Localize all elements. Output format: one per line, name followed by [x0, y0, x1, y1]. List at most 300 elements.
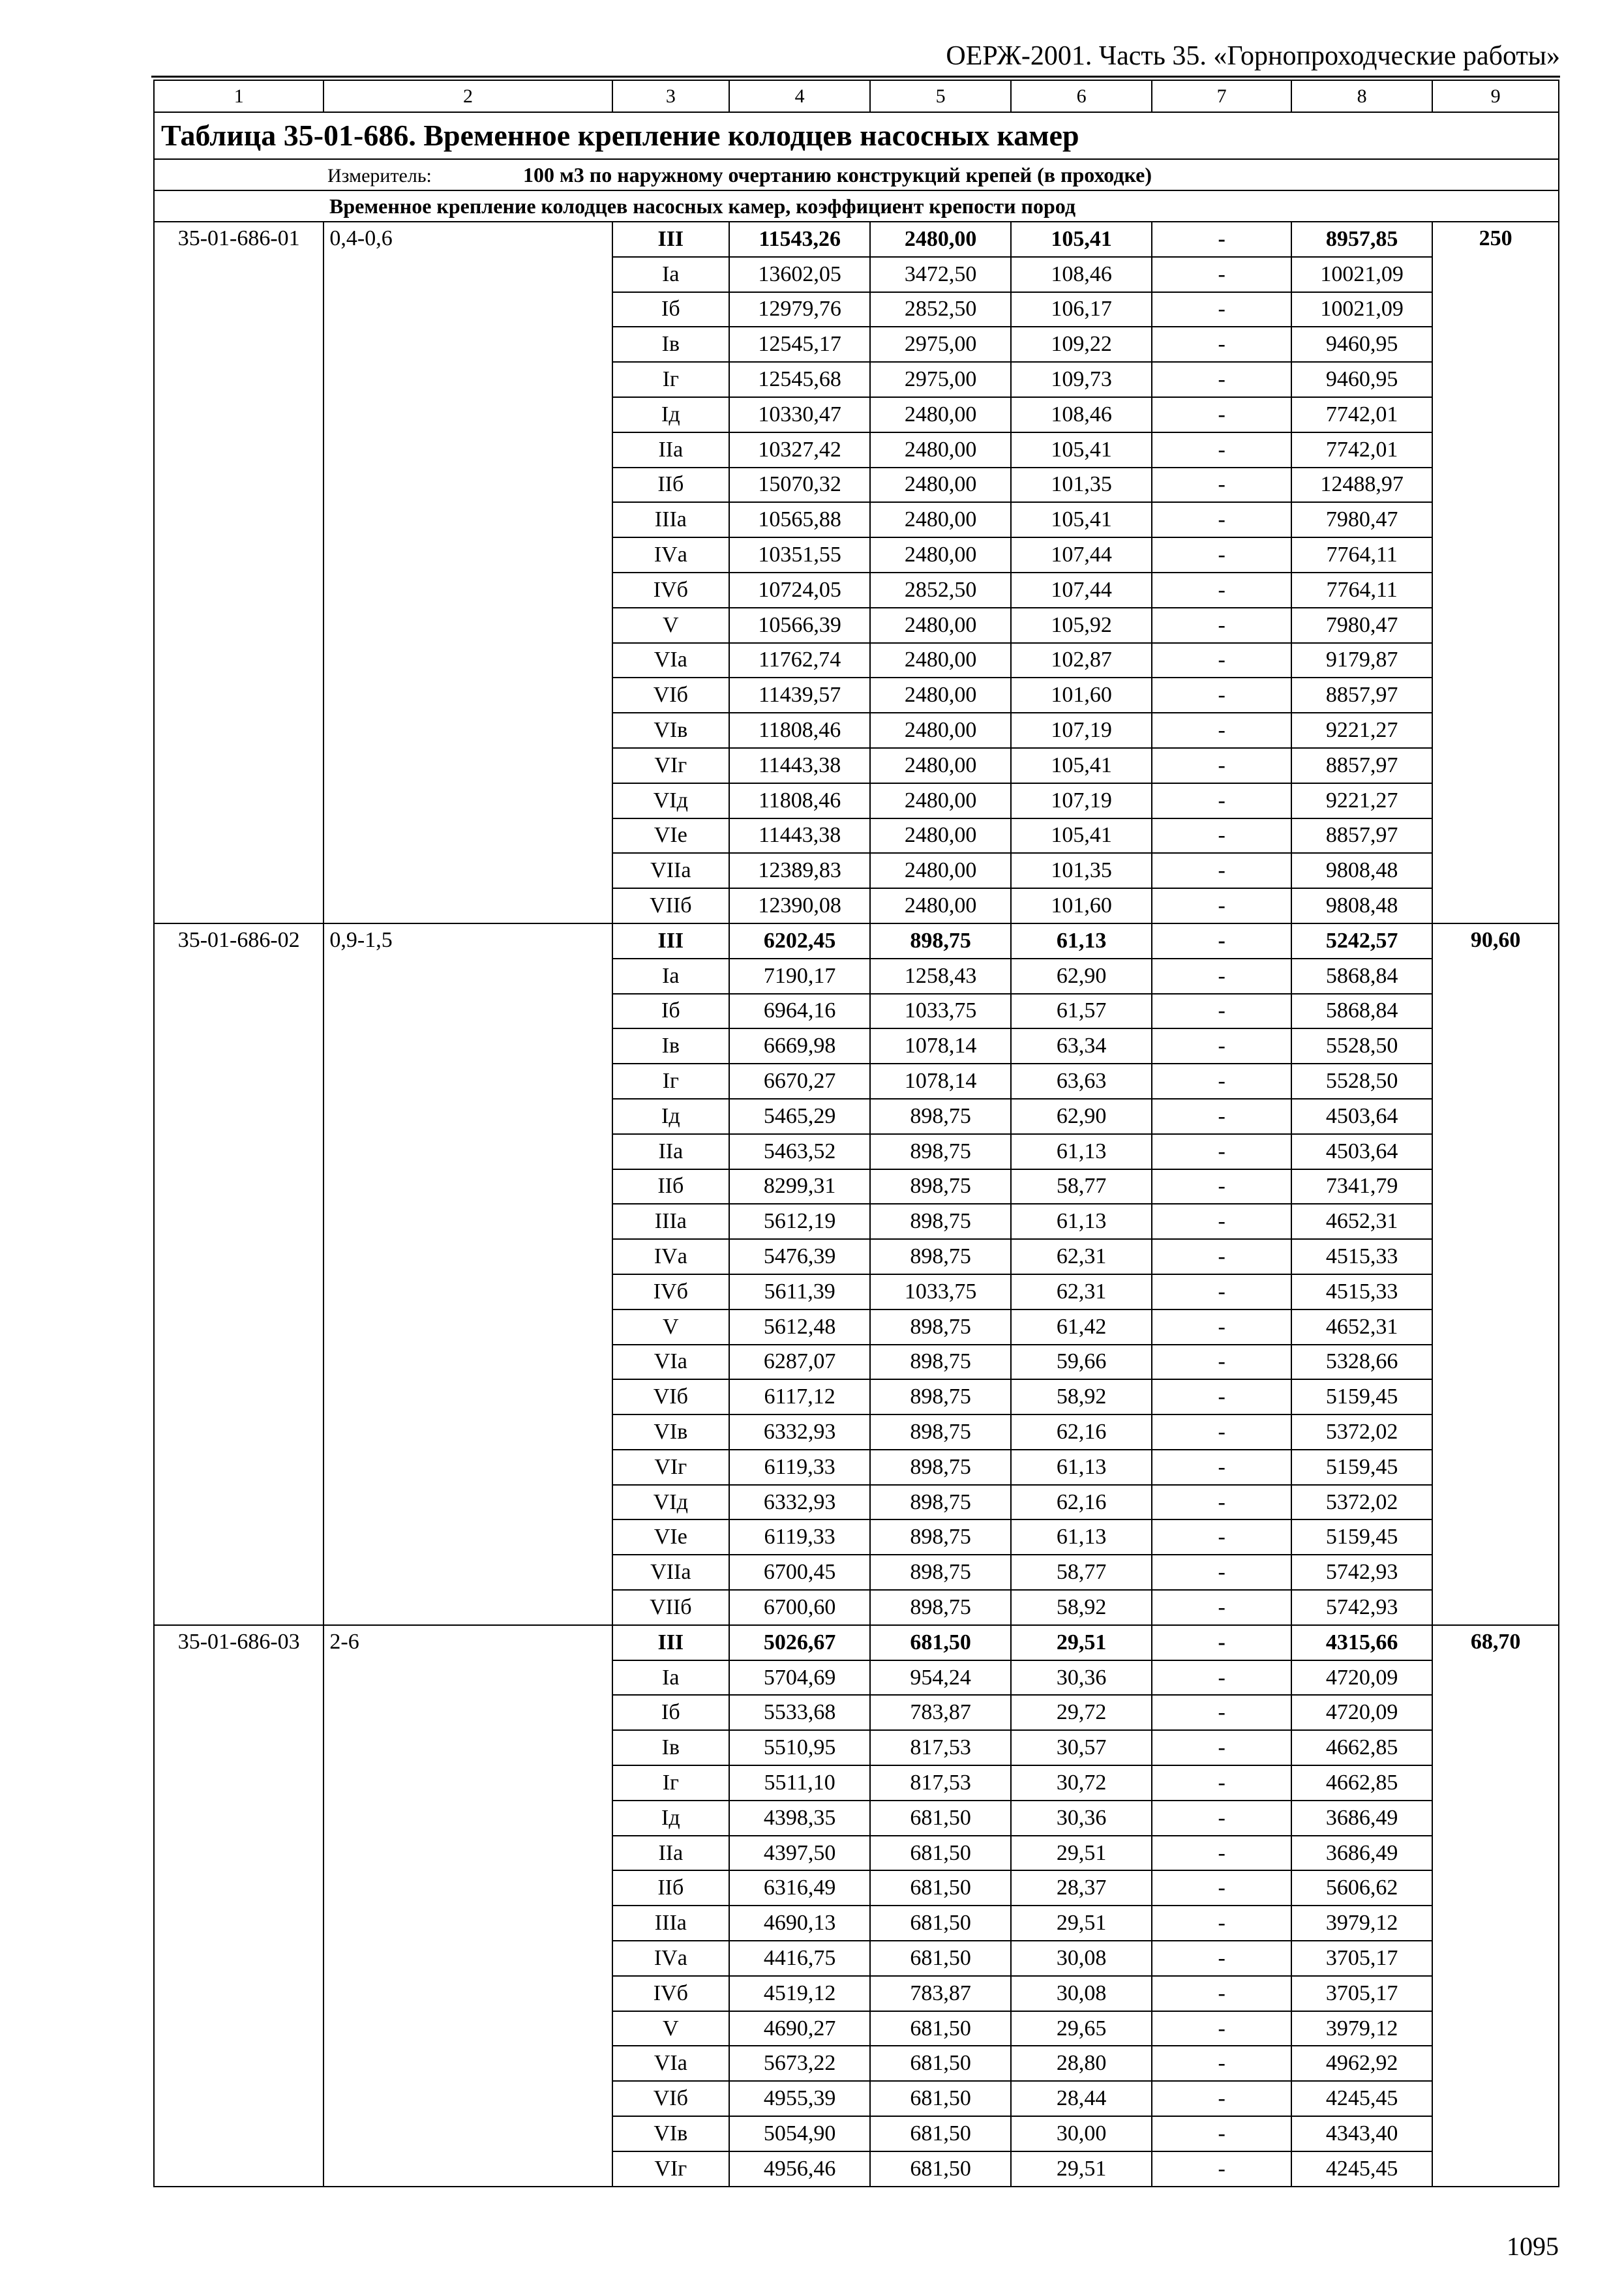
machines-cell: 105,41	[1011, 502, 1152, 537]
wages-cell: 1078,14	[870, 1064, 1011, 1099]
total-cost-cell: 5533,68	[729, 1695, 870, 1730]
total-cost-cell: 10327,42	[729, 432, 870, 468]
materials-cell: 4652,31	[1291, 1309, 1432, 1345]
total-cost-cell: 10565,88	[729, 502, 870, 537]
total-cost-cell: 12545,17	[729, 327, 870, 362]
total-cost-cell: 5476,39	[729, 1239, 870, 1274]
machinist-wages-cell: -	[1152, 222, 1291, 257]
machinist-wages-cell: -	[1152, 292, 1291, 327]
machinist-wages-cell: -	[1152, 713, 1291, 748]
rock-class-cell: Iб	[612, 994, 730, 1029]
materials-cell: 7742,01	[1291, 397, 1432, 432]
total-cost-cell: 12979,76	[729, 292, 870, 327]
rock-class-cell: VIIб	[612, 888, 730, 923]
machinist-wages-cell: -	[1152, 853, 1291, 888]
machinist-wages-cell: -	[1152, 1379, 1291, 1414]
wages-cell: 954,24	[870, 1660, 1011, 1696]
rock-class-cell: IIб	[612, 1169, 730, 1204]
machines-cell: 29,51	[1011, 1906, 1152, 1941]
materials-cell: 3979,12	[1291, 1906, 1432, 1941]
wages-cell: 2480,00	[870, 397, 1011, 432]
machines-cell: 61,42	[1011, 1309, 1152, 1345]
total-cost-cell: 6119,33	[729, 1519, 870, 1555]
running-header: ОЕРЖ-2001. Часть 35. «Горнопроходческие работы»	[946, 41, 1560, 71]
rock-class-cell: VIIб	[612, 1590, 730, 1625]
labor-rate-cell: 250	[1432, 222, 1559, 923]
total-cost-cell: 13602,05	[729, 257, 870, 292]
materials-cell: 7980,47	[1291, 608, 1432, 643]
rock-class-cell: VIб	[612, 2081, 730, 2116]
meter-cell	[154, 159, 1559, 190]
machines-cell: 101,35	[1011, 468, 1152, 503]
total-cost-cell: 6287,07	[729, 1345, 870, 1380]
machinist-wages-cell: -	[1152, 1555, 1291, 1590]
machines-cell: 30,36	[1011, 1801, 1152, 1836]
materials-cell: 3979,12	[1291, 2011, 1432, 2046]
machines-cell: 28,37	[1011, 1870, 1152, 1906]
machinist-wages-cell: -	[1152, 2116, 1291, 2151]
machines-cell: 30,08	[1011, 1941, 1152, 1976]
machinist-wages-cell: -	[1152, 1870, 1291, 1906]
total-cost-cell: 5463,52	[729, 1134, 870, 1169]
wages-cell: 2480,00	[870, 713, 1011, 748]
total-cost-cell: 5704,69	[729, 1660, 870, 1696]
machinist-wages-cell: -	[1152, 1204, 1291, 1239]
rock-class-cell: Iа	[612, 959, 730, 994]
rock-class-cell: IIб	[612, 1870, 730, 1906]
wages-cell: 2480,00	[870, 818, 1011, 854]
table-row	[154, 222, 1559, 257]
machines-cell: 61,13	[1011, 1134, 1152, 1169]
total-cost-cell: 5612,19	[729, 1204, 870, 1239]
materials-cell: 9221,27	[1291, 713, 1432, 748]
machinist-wages-cell: -	[1152, 1274, 1291, 1309]
total-cost-cell: 6669,98	[729, 1028, 870, 1064]
item-code-cell: 35-01-686-01	[154, 222, 323, 923]
rock-class-cell: Iв	[612, 1730, 730, 1765]
total-cost-cell: 6700,45	[729, 1555, 870, 1590]
wages-cell: 2852,50	[870, 292, 1011, 327]
machines-cell: 107,44	[1011, 537, 1152, 573]
rock-class-cell: IIIа	[612, 1204, 730, 1239]
rock-class-cell: IIIа	[612, 1906, 730, 1941]
machines-cell: 105,41	[1011, 748, 1152, 783]
machinist-wages-cell: -	[1152, 1450, 1291, 1485]
wages-cell: 681,50	[870, 2116, 1011, 2151]
machinist-wages-cell: -	[1152, 327, 1291, 362]
materials-cell: 10021,09	[1291, 292, 1432, 327]
wages-cell: 681,50	[870, 2046, 1011, 2081]
column-numbers-row	[154, 80, 1559, 112]
machines-cell: 62,16	[1011, 1414, 1152, 1450]
rock-class-cell: VIг	[612, 1450, 730, 1485]
machinist-wages-cell: -	[1152, 1169, 1291, 1204]
machinist-wages-cell: -	[1152, 1239, 1291, 1274]
total-cost-cell: 6119,33	[729, 1450, 870, 1485]
total-cost-cell: 10330,47	[729, 397, 870, 432]
wages-cell: 681,50	[870, 2151, 1011, 2187]
wages-cell: 898,75	[870, 1485, 1011, 1520]
machinist-wages-cell: -	[1152, 608, 1291, 643]
total-cost-cell: 6117,12	[729, 1379, 870, 1414]
machines-cell: 61,13	[1011, 1519, 1152, 1555]
machines-cell: 28,80	[1011, 2046, 1152, 2081]
machinist-wages-cell: -	[1152, 1485, 1291, 1520]
materials-cell: 5159,45	[1291, 1519, 1432, 1555]
machines-cell: 30,57	[1011, 1730, 1152, 1765]
total-cost-cell: 10724,05	[729, 573, 870, 608]
rock-class-cell: Iг	[612, 362, 730, 397]
rock-class-cell: VIе	[612, 818, 730, 854]
materials-cell: 5372,02	[1291, 1485, 1432, 1520]
wages-cell: 681,50	[870, 1941, 1011, 1976]
machinist-wages-cell: -	[1152, 994, 1291, 1029]
column-number: 6	[1011, 80, 1152, 112]
machinist-wages-cell: -	[1152, 362, 1291, 397]
rock-class-cell: Iд	[612, 1099, 730, 1134]
machinist-wages-cell: -	[1152, 643, 1291, 678]
total-cost-cell: 11443,38	[729, 748, 870, 783]
machines-cell: 58,92	[1011, 1379, 1152, 1414]
machines-cell: 58,77	[1011, 1169, 1152, 1204]
total-cost-cell: 5612,48	[729, 1309, 870, 1345]
machines-cell: 30,36	[1011, 1660, 1152, 1696]
wages-cell: 898,75	[870, 1519, 1011, 1555]
machines-cell: 109,73	[1011, 362, 1152, 397]
rock-class-cell: VIа	[612, 2046, 730, 2081]
materials-cell: 5242,57	[1291, 923, 1432, 959]
machinist-wages-cell: -	[1152, 1625, 1291, 1660]
machines-cell: 105,41	[1011, 432, 1152, 468]
rates-table	[153, 80, 1559, 2187]
rock-class-cell: IIа	[612, 1836, 730, 1871]
machinist-wages-cell: -	[1152, 1414, 1291, 1450]
rock-class-cell: VIд	[612, 1485, 730, 1520]
machinist-wages-cell: -	[1152, 2046, 1291, 2081]
wages-cell: 681,50	[870, 1801, 1011, 1836]
machinist-wages-cell: -	[1152, 502, 1291, 537]
machinist-wages-cell: -	[1152, 923, 1291, 959]
machines-cell: 62,31	[1011, 1239, 1152, 1274]
table-title: Таблица 35-01-686. Временное крепление колодцев насосных камер	[154, 112, 1559, 159]
wages-cell: 817,53	[870, 1730, 1011, 1765]
machines-cell: 101,60	[1011, 678, 1152, 713]
labor-rate-cell: 68,70	[1432, 1625, 1559, 2187]
machines-cell: 28,44	[1011, 2081, 1152, 2116]
machinist-wages-cell: -	[1152, 1801, 1291, 1836]
wages-cell: 1033,75	[870, 994, 1011, 1029]
machines-cell: 101,35	[1011, 853, 1152, 888]
materials-cell: 8857,97	[1291, 748, 1432, 783]
total-cost-cell: 4690,13	[729, 1906, 870, 1941]
total-cost-cell: 11439,57	[729, 678, 870, 713]
machines-cell: 61,13	[1011, 1450, 1152, 1485]
wages-cell: 1258,43	[870, 959, 1011, 994]
item-code-cell: 35-01-686-03	[154, 1625, 323, 2187]
machines-cell: 29,65	[1011, 2011, 1152, 2046]
table-body	[154, 80, 1559, 2187]
machines-cell: 61,57	[1011, 994, 1152, 1029]
total-cost-cell: 11808,46	[729, 783, 870, 818]
machines-cell: 29,72	[1011, 1695, 1152, 1730]
machines-cell: 29,51	[1011, 1836, 1152, 1871]
total-cost-cell: 4416,75	[729, 1941, 870, 1976]
table-row	[154, 923, 1559, 959]
wages-cell: 2480,00	[870, 748, 1011, 783]
wages-cell: 783,87	[870, 1695, 1011, 1730]
total-cost-cell: 4690,27	[729, 2011, 870, 2046]
rock-class-cell: VIIа	[612, 1555, 730, 1590]
machines-cell: 108,46	[1011, 397, 1152, 432]
rock-class-cell: IVа	[612, 1239, 730, 1274]
machinist-wages-cell: -	[1152, 1906, 1291, 1941]
rock-class-cell: VIв	[612, 2116, 730, 2151]
machines-cell: 29,51	[1011, 2151, 1152, 2187]
total-cost-cell: 4956,46	[729, 2151, 870, 2187]
rock-class-cell: VIг	[612, 748, 730, 783]
machinist-wages-cell: -	[1152, 1590, 1291, 1625]
section-title: Временное крепление колодцев насосных камер, коэффициент крепости пород	[154, 190, 1559, 222]
machines-cell: 105,41	[1011, 222, 1152, 257]
machinist-wages-cell: -	[1152, 1765, 1291, 1801]
wages-cell: 1033,75	[870, 1274, 1011, 1309]
total-cost-cell: 11762,74	[729, 643, 870, 678]
rock-class-cell: VIв	[612, 1414, 730, 1450]
wages-cell: 898,75	[870, 1450, 1011, 1485]
total-cost-cell: 4398,35	[729, 1801, 870, 1836]
machines-cell: 102,87	[1011, 643, 1152, 678]
materials-cell: 4515,33	[1291, 1239, 1432, 1274]
materials-cell: 5742,93	[1291, 1555, 1432, 1590]
materials-cell: 8957,85	[1291, 222, 1432, 257]
machines-cell: 30,00	[1011, 2116, 1152, 2151]
wages-cell: 2852,50	[870, 573, 1011, 608]
materials-cell: 5159,45	[1291, 1450, 1432, 1485]
wages-cell: 2480,00	[870, 853, 1011, 888]
materials-cell: 4343,40	[1291, 2116, 1432, 2151]
rock-class-cell: Iг	[612, 1765, 730, 1801]
section-row	[154, 190, 1559, 222]
rock-class-cell: Iв	[612, 327, 730, 362]
total-cost-cell: 6332,93	[729, 1485, 870, 1520]
total-cost-cell: 5510,95	[729, 1730, 870, 1765]
wages-cell: 817,53	[870, 1765, 1011, 1801]
total-cost-cell: 12389,83	[729, 853, 870, 888]
materials-cell: 4662,85	[1291, 1730, 1432, 1765]
machinist-wages-cell: -	[1152, 397, 1291, 432]
rock-class-cell: V	[612, 1309, 730, 1345]
wages-cell: 2480,00	[870, 783, 1011, 818]
total-cost-cell: 6964,16	[729, 994, 870, 1029]
page-number: 1095	[1507, 2232, 1559, 2261]
rock-class-cell: V	[612, 608, 730, 643]
rock-class-cell: Iг	[612, 1064, 730, 1099]
machinist-wages-cell: -	[1152, 959, 1291, 994]
machinist-wages-cell: -	[1152, 783, 1291, 818]
total-cost-cell: 10351,55	[729, 537, 870, 573]
rock-class-cell: IIIа	[612, 502, 730, 537]
total-cost-cell: 4397,50	[729, 1836, 870, 1871]
materials-cell: 4720,09	[1291, 1695, 1432, 1730]
materials-cell: 4245,45	[1291, 2081, 1432, 2116]
wages-cell: 783,87	[870, 1976, 1011, 2011]
machines-cell: 109,22	[1011, 327, 1152, 362]
rock-class-cell: IIа	[612, 432, 730, 468]
machinist-wages-cell: -	[1152, 748, 1291, 783]
table-row	[154, 1625, 1559, 1660]
materials-cell: 8857,97	[1291, 818, 1432, 854]
machinist-wages-cell: -	[1152, 1064, 1291, 1099]
machinist-wages-cell: -	[1152, 1976, 1291, 2011]
header-rule-thick	[151, 76, 1560, 78]
machinist-wages-cell: -	[1152, 468, 1291, 503]
total-cost-cell: 12545,68	[729, 362, 870, 397]
machinist-wages-cell: -	[1152, 2151, 1291, 2187]
materials-cell: 9460,95	[1291, 327, 1432, 362]
machinist-wages-cell: -	[1152, 818, 1291, 854]
total-cost-cell: 5054,90	[729, 2116, 870, 2151]
column-number: 5	[870, 80, 1011, 112]
materials-cell: 3686,49	[1291, 1801, 1432, 1836]
wages-cell: 898,75	[870, 1204, 1011, 1239]
materials-cell: 4315,66	[1291, 1625, 1432, 1660]
machinist-wages-cell: -	[1152, 1519, 1291, 1555]
materials-cell: 7742,01	[1291, 432, 1432, 468]
column-number: 9	[1432, 80, 1559, 112]
machinist-wages-cell: -	[1152, 573, 1291, 608]
rock-class-cell: III	[612, 222, 730, 257]
rock-class-cell: VIд	[612, 783, 730, 818]
materials-cell: 8857,97	[1291, 678, 1432, 713]
wages-cell: 898,75	[870, 1555, 1011, 1590]
total-cost-cell: 5611,39	[729, 1274, 870, 1309]
machines-cell: 62,16	[1011, 1485, 1152, 1520]
materials-cell: 10021,09	[1291, 257, 1432, 292]
rock-class-cell: Iв	[612, 1028, 730, 1064]
materials-cell: 4962,92	[1291, 2046, 1432, 2081]
materials-cell: 7764,11	[1291, 537, 1432, 573]
wages-cell: 681,50	[870, 2011, 1011, 2046]
total-cost-cell: 5511,10	[729, 1765, 870, 1801]
machines-cell: 107,19	[1011, 713, 1152, 748]
column-number: 2	[323, 80, 612, 112]
column-number: 8	[1291, 80, 1432, 112]
wages-cell: 898,75	[870, 1309, 1011, 1345]
materials-cell: 5868,84	[1291, 959, 1432, 994]
machines-cell: 30,72	[1011, 1765, 1152, 1801]
total-cost-cell: 4519,12	[729, 1976, 870, 2011]
wages-cell: 2480,00	[870, 537, 1011, 573]
machines-cell: 58,92	[1011, 1590, 1152, 1625]
machines-cell: 62,90	[1011, 1099, 1152, 1134]
materials-cell: 4662,85	[1291, 1765, 1432, 1801]
rock-class-cell: VIе	[612, 1519, 730, 1555]
rock-class-cell: IVб	[612, 1274, 730, 1309]
wages-cell: 898,75	[870, 923, 1011, 959]
item-code-cell: 35-01-686-02	[154, 923, 323, 1625]
rock-class-cell: IIа	[612, 1134, 730, 1169]
materials-cell: 5868,84	[1291, 994, 1432, 1029]
materials-cell: 4652,31	[1291, 1204, 1432, 1239]
rock-class-cell: Iа	[612, 257, 730, 292]
machinist-wages-cell: -	[1152, 537, 1291, 573]
rock-class-cell: IVб	[612, 1976, 730, 2011]
machinist-wages-cell: -	[1152, 1309, 1291, 1345]
wages-cell: 1078,14	[870, 1028, 1011, 1064]
hardness-range-cell: 0,4-0,6	[323, 222, 612, 923]
wages-cell: 681,50	[870, 2081, 1011, 2116]
wages-cell: 2480,00	[870, 432, 1011, 468]
rock-class-cell: Iд	[612, 1801, 730, 1836]
machinist-wages-cell: -	[1152, 257, 1291, 292]
total-cost-cell: 11808,46	[729, 713, 870, 748]
wages-cell: 2975,00	[870, 362, 1011, 397]
machinist-wages-cell: -	[1152, 432, 1291, 468]
machines-cell: 108,46	[1011, 257, 1152, 292]
machinist-wages-cell: -	[1152, 1134, 1291, 1169]
total-cost-cell: 6670,27	[729, 1064, 870, 1099]
materials-cell: 5328,66	[1291, 1345, 1432, 1380]
wages-cell: 2480,00	[870, 608, 1011, 643]
materials-cell: 7341,79	[1291, 1169, 1432, 1204]
machines-cell: 59,66	[1011, 1345, 1152, 1380]
rock-class-cell: III	[612, 923, 730, 959]
materials-cell: 3705,17	[1291, 1941, 1432, 1976]
materials-cell: 4515,33	[1291, 1274, 1432, 1309]
materials-cell: 9221,27	[1291, 783, 1432, 818]
wages-cell: 898,75	[870, 1590, 1011, 1625]
materials-cell: 9808,48	[1291, 853, 1432, 888]
machines-cell: 101,60	[1011, 888, 1152, 923]
total-cost-cell: 11443,38	[729, 818, 870, 854]
materials-cell: 5528,50	[1291, 1028, 1432, 1064]
rock-class-cell: IVа	[612, 1941, 730, 1976]
table-title-row	[154, 112, 1559, 159]
materials-cell: 9808,48	[1291, 888, 1432, 923]
machines-cell: 62,90	[1011, 959, 1152, 994]
machinist-wages-cell: -	[1152, 888, 1291, 923]
meter-value: 100 м3 по наружному очертанию конструкций крепей (в проходке)	[523, 162, 1152, 187]
total-cost-cell: 6202,45	[729, 923, 870, 959]
total-cost-cell: 12390,08	[729, 888, 870, 923]
wages-cell: 2480,00	[870, 678, 1011, 713]
machines-cell: 29,51	[1011, 1625, 1152, 1660]
total-cost-cell: 5026,67	[729, 1625, 870, 1660]
total-cost-cell: 5465,29	[729, 1099, 870, 1134]
total-cost-cell: 4955,39	[729, 2081, 870, 2116]
wages-cell: 681,50	[870, 1906, 1011, 1941]
total-cost-cell: 15070,32	[729, 468, 870, 503]
materials-cell: 5606,62	[1291, 1870, 1432, 1906]
rock-class-cell: Iд	[612, 397, 730, 432]
machinist-wages-cell: -	[1152, 1941, 1291, 1976]
wages-cell: 898,75	[870, 1099, 1011, 1134]
machines-cell: 58,77	[1011, 1555, 1152, 1590]
materials-cell: 4503,64	[1291, 1134, 1432, 1169]
machines-cell: 61,13	[1011, 1204, 1152, 1239]
wages-cell: 2975,00	[870, 327, 1011, 362]
meter-label: Измеритель:	[327, 164, 432, 187]
wages-cell: 2480,00	[870, 502, 1011, 537]
total-cost-cell: 8299,31	[729, 1169, 870, 1204]
rock-class-cell: Iб	[612, 292, 730, 327]
machinist-wages-cell: -	[1152, 1730, 1291, 1765]
machinist-wages-cell: -	[1152, 1345, 1291, 1380]
machines-cell: 63,34	[1011, 1028, 1152, 1064]
materials-cell: 5742,93	[1291, 1590, 1432, 1625]
column-number: 4	[729, 80, 870, 112]
wages-cell: 681,50	[870, 1836, 1011, 1871]
